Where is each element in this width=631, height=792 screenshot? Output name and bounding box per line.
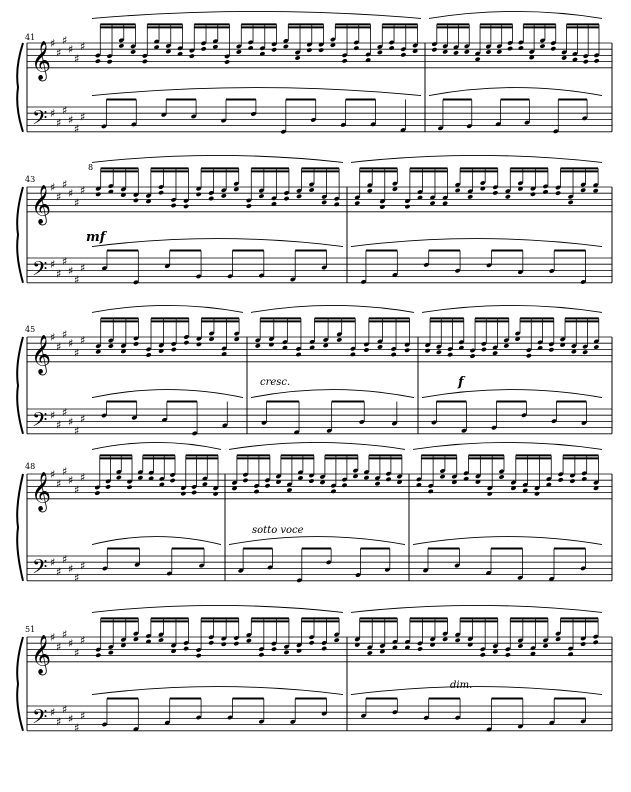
note-head: [295, 352, 301, 357]
measure-number: 43: [25, 175, 36, 184]
key-signature-sharp: ♯: [68, 637, 74, 651]
note-head: [130, 49, 136, 54]
system-4: [17, 442, 612, 584]
key-signature-sharp: ♯: [80, 471, 86, 485]
note-head: [463, 476, 469, 481]
treble-clef-icon: 𝄞: [31, 334, 52, 375]
note-head: [330, 489, 336, 494]
note-head: [389, 45, 395, 50]
note-head: [539, 43, 545, 48]
note-head: [379, 204, 385, 209]
note-head: [255, 343, 261, 348]
note-head: [180, 491, 186, 496]
note-head: [542, 189, 548, 194]
note-head: [283, 196, 289, 201]
note-head: [467, 194, 473, 199]
note-head: [191, 490, 197, 495]
note-head: [95, 58, 101, 63]
note-head: [593, 640, 599, 645]
note-head: [367, 650, 373, 655]
measure-number: 51: [25, 625, 36, 634]
key-signature-sharp: ♯: [56, 418, 62, 432]
note-head: [233, 187, 239, 192]
key-signature-sharp: ♯: [62, 255, 68, 269]
note-head: [295, 55, 301, 60]
note-head: [496, 49, 502, 54]
key-signature-sharp: ♯: [68, 474, 74, 488]
key-signature-sharp: ♯: [68, 113, 74, 127]
note-head: [350, 352, 356, 357]
key-signature-sharp: ♯: [80, 261, 86, 275]
note-head: [296, 648, 302, 653]
key-signature-sharp: ♯: [74, 646, 80, 660]
note-head: [447, 352, 453, 357]
expression-dim: dim.: [450, 680, 473, 691]
note-head: [429, 200, 435, 205]
key-signature-sharp: ♯: [80, 40, 86, 54]
slur: [429, 88, 602, 96]
note-head: [342, 58, 348, 63]
note-head: [431, 47, 437, 52]
note-head: [196, 653, 202, 658]
dynamic-mf: mf: [86, 230, 106, 245]
key-signature-sharp: ♯: [62, 627, 68, 641]
bass-clef-icon: 𝄢: [32, 257, 48, 286]
treble-clef-icon: 𝄞: [31, 40, 52, 81]
note-head: [481, 347, 487, 352]
note-head: [133, 341, 139, 346]
note-head: [158, 190, 164, 195]
key-signature-sharp: ♯: [62, 553, 68, 567]
key-signature-sharp: ♯: [56, 190, 62, 204]
note-head: [583, 59, 589, 64]
slur: [92, 687, 343, 695]
note-head: [221, 642, 227, 647]
key-signature-sharp: ♯: [62, 703, 68, 717]
note-head: [507, 46, 513, 51]
system-1: [17, 11, 612, 135]
key-signature-sharp: ♯: [50, 468, 56, 481]
treble-clef-icon: 𝄞: [31, 471, 52, 512]
note-head: [453, 50, 459, 55]
note-head: [470, 353, 476, 358]
key-signature-sharp: ♯: [56, 116, 62, 130]
brace: [17, 474, 23, 581]
note-head: [561, 55, 567, 60]
note-head: [582, 350, 588, 355]
note-head: [258, 193, 264, 198]
note-head: [309, 640, 315, 645]
note-head: [108, 343, 114, 348]
note-head: [253, 489, 259, 494]
note-head: [580, 641, 586, 646]
slur: [92, 537, 221, 545]
measure-number: 48: [25, 462, 36, 471]
note-head: [105, 484, 111, 489]
note-head: [581, 476, 587, 481]
note-head: [518, 45, 524, 50]
slur: [92, 305, 243, 312]
measure-number: 45: [25, 325, 36, 334]
slur: [413, 442, 602, 449]
key-signature-sharp: ♯: [50, 556, 56, 570]
note-head: [526, 353, 532, 358]
note-head: [246, 638, 252, 643]
slur: [422, 390, 602, 398]
key-signature-sharp: ♯: [56, 340, 62, 354]
slur: [351, 239, 602, 247]
note-head: [464, 49, 470, 54]
note-head: [400, 52, 406, 57]
note-head: [248, 45, 254, 50]
note-head: [363, 347, 369, 352]
bass-clef-icon: 𝄢: [32, 705, 48, 734]
note-head: [146, 352, 152, 357]
slur: [251, 305, 414, 312]
system-3: [17, 305, 612, 437]
slur: [229, 442, 405, 449]
note-head: [107, 59, 113, 64]
note-head: [391, 352, 397, 357]
note-head: [593, 188, 599, 193]
treble-clef-icon: 𝄞: [31, 634, 52, 675]
key-signature-sharp: ♯: [68, 187, 74, 201]
key-signature-sharp: ♯: [74, 346, 80, 360]
note-head: [201, 46, 207, 51]
key-signature-sharp: ♯: [68, 43, 74, 57]
note-head: [283, 650, 289, 655]
note-head: [306, 48, 312, 53]
note-head: [246, 203, 252, 208]
key-signature-sharp: ♯: [50, 181, 56, 194]
note-head: [158, 637, 164, 642]
key-signature-sharp: ♯: [62, 177, 68, 191]
bass-clef-icon: 𝄢: [32, 408, 48, 437]
note-head: [183, 646, 189, 651]
key-signature-sharp: ♯: [80, 412, 86, 426]
key-signature-sharp: ♯: [56, 477, 62, 491]
key-signature-sharp: ♯: [74, 273, 80, 287]
note-head: [196, 342, 202, 347]
note-head: [425, 348, 431, 353]
note-head: [95, 653, 101, 658]
note-head: [95, 192, 101, 197]
note-head: [183, 340, 189, 345]
note-head: [170, 478, 176, 483]
note-head: [558, 477, 564, 482]
note-head: [374, 481, 380, 486]
note-head: [271, 646, 277, 651]
slur: [429, 11, 602, 18]
key-signature-sharp: ♯: [62, 104, 68, 118]
expression-sotto-voce: sotto voce: [252, 525, 304, 536]
note-head: [353, 45, 359, 50]
slur: [92, 239, 343, 247]
slur: [92, 442, 221, 449]
note-head: [221, 193, 227, 198]
note-head: [318, 47, 324, 52]
note-head: [492, 190, 498, 195]
key-signature-sharp: ♯: [68, 562, 74, 576]
note-head: [439, 474, 445, 479]
key-signature-sharp: ♯: [62, 464, 68, 478]
treble-clef-icon: 𝄞: [31, 184, 52, 225]
key-signature-sharp: ♯: [74, 122, 80, 136]
note-head: [183, 204, 189, 209]
note-head: [417, 646, 423, 651]
slur: [92, 605, 343, 612]
note-head: [568, 200, 574, 205]
key-signature-sharp: ♯: [50, 37, 56, 50]
note-head: [354, 200, 360, 205]
note-head: [116, 475, 122, 480]
note-head: [189, 53, 195, 58]
key-signature-sharp: ♯: [50, 631, 56, 644]
key-signature-sharp: ♯: [62, 406, 68, 420]
note-head: [442, 49, 448, 54]
system-5: [17, 605, 612, 734]
key-signature-sharp: ♯: [68, 264, 74, 278]
note-head: [286, 487, 292, 492]
key-signature-sharp: ♯: [62, 327, 68, 341]
note-head: [258, 652, 264, 657]
brace: [17, 637, 23, 731]
bass-clef-icon: 𝄢: [32, 106, 48, 135]
key-signature-sharp: ♯: [50, 331, 56, 344]
key-signature-sharp: ♯: [50, 706, 56, 720]
note-head: [142, 59, 148, 64]
note-head: [537, 345, 543, 350]
key-signature-sharp: ♯: [62, 33, 68, 47]
note-head: [323, 343, 329, 348]
key-signature-sharp: ♯: [68, 712, 74, 726]
key-signature-sharp: ♯: [74, 483, 80, 497]
key-signature-sharp: ♯: [50, 409, 56, 423]
note-head: [108, 650, 114, 655]
note-head: [517, 643, 523, 648]
note-head: [271, 47, 277, 52]
note-head: [296, 194, 302, 199]
note-head: [580, 188, 586, 193]
note-head: [485, 49, 491, 54]
note-head: [534, 491, 540, 496]
note-head: [236, 49, 242, 54]
note-head: [505, 652, 511, 657]
slur: [351, 155, 602, 162]
key-signature-sharp: ♯: [80, 184, 86, 198]
note-head: [555, 190, 561, 195]
key-signature-sharp: ♯: [74, 721, 80, 735]
slur: [251, 390, 414, 398]
note-head: [127, 485, 133, 490]
note-head: [308, 478, 314, 483]
note-head: [377, 50, 383, 55]
key-signature-sharp: ♯: [74, 52, 80, 66]
slur: [422, 305, 602, 312]
note-head: [133, 198, 139, 203]
note-head: [455, 188, 461, 193]
key-signature-sharp: ♯: [56, 715, 62, 729]
note-head: [208, 640, 214, 645]
note-head: [321, 646, 327, 651]
note-head: [542, 643, 548, 648]
note-head: [321, 200, 327, 205]
note-head: [569, 478, 575, 483]
note-head: [455, 638, 461, 643]
note-head: [224, 59, 230, 64]
measure-number: 41: [25, 33, 36, 42]
slur: [351, 605, 602, 612]
note-head: [568, 651, 574, 656]
note-head: [363, 475, 369, 480]
note-head: [213, 491, 219, 496]
note-head: [475, 57, 481, 62]
note-head: [242, 478, 248, 483]
note-head: [548, 347, 554, 352]
note-head: [416, 482, 422, 487]
note-head: [283, 44, 289, 49]
bass-clef-icon: 𝄢: [32, 555, 48, 584]
note-head: [208, 196, 214, 201]
key-signature-sharp: ♯: [56, 46, 62, 60]
note-head: [309, 187, 315, 192]
slur: [351, 687, 602, 695]
note-head: [428, 489, 434, 494]
key-signature-sharp: ♯: [68, 415, 74, 429]
key-signature-sharp: ♯: [74, 196, 80, 210]
note-head: [503, 343, 509, 348]
note-head: [264, 483, 270, 488]
key-signature-sharp: ♯: [80, 709, 86, 723]
slur: [413, 537, 602, 545]
note-head: [492, 350, 498, 355]
slur: [92, 390, 243, 398]
system-2: [17, 155, 612, 286]
dynamic-f: f: [458, 375, 464, 390]
brace: [17, 187, 23, 283]
note-head: [530, 192, 536, 197]
key-signature-sharp: ♯: [56, 267, 62, 281]
note-head: [385, 477, 391, 482]
key-signature-sharp: ♯: [56, 640, 62, 654]
note-head: [404, 204, 410, 209]
note-head: [212, 44, 218, 49]
note-head: [436, 350, 442, 355]
note-head: [334, 202, 340, 207]
key-signature-sharp: ♯: [80, 559, 86, 573]
key-signature-sharp: ♯: [74, 571, 80, 585]
key-signature-sharp: ♯: [56, 565, 62, 579]
key-signature-sharp: ♯: [80, 110, 86, 124]
note-head: [171, 347, 177, 352]
brace: [17, 337, 23, 434]
note-head: [334, 637, 340, 642]
note-head: [336, 337, 342, 342]
slur: [229, 537, 405, 545]
note-head: [137, 475, 143, 480]
key-signature-sharp: ♯: [50, 107, 56, 121]
note-head: [233, 641, 239, 646]
note-head: [480, 652, 486, 657]
note-head: [505, 194, 511, 199]
slur: [92, 155, 343, 162]
note-head: [118, 43, 124, 48]
note-head: [404, 348, 410, 353]
note-head: [594, 58, 600, 63]
note-head: [499, 474, 505, 479]
key-signature-sharp: ♯: [74, 424, 80, 438]
slur: [92, 88, 421, 96]
note-head: [94, 490, 100, 495]
key-signature-sharp: ♯: [80, 334, 86, 348]
note-head: [377, 344, 383, 349]
note-head: [95, 349, 101, 354]
expression-cresc: cresc.: [260, 377, 291, 388]
note-head: [196, 192, 202, 197]
note-head: [367, 188, 373, 193]
key-signature-sharp: ♯: [80, 634, 86, 648]
note-head: [170, 203, 176, 208]
key-signature-sharp: ♯: [68, 337, 74, 351]
brace: [17, 43, 23, 132]
note-head: [341, 483, 347, 488]
note-head: [268, 342, 274, 347]
note-head: [550, 46, 556, 51]
key-signature-sharp: ♯: [50, 258, 56, 272]
slur: [92, 11, 421, 18]
ottava-mark: 8: [88, 163, 94, 172]
note-head: [487, 491, 493, 496]
note-head: [593, 344, 599, 349]
